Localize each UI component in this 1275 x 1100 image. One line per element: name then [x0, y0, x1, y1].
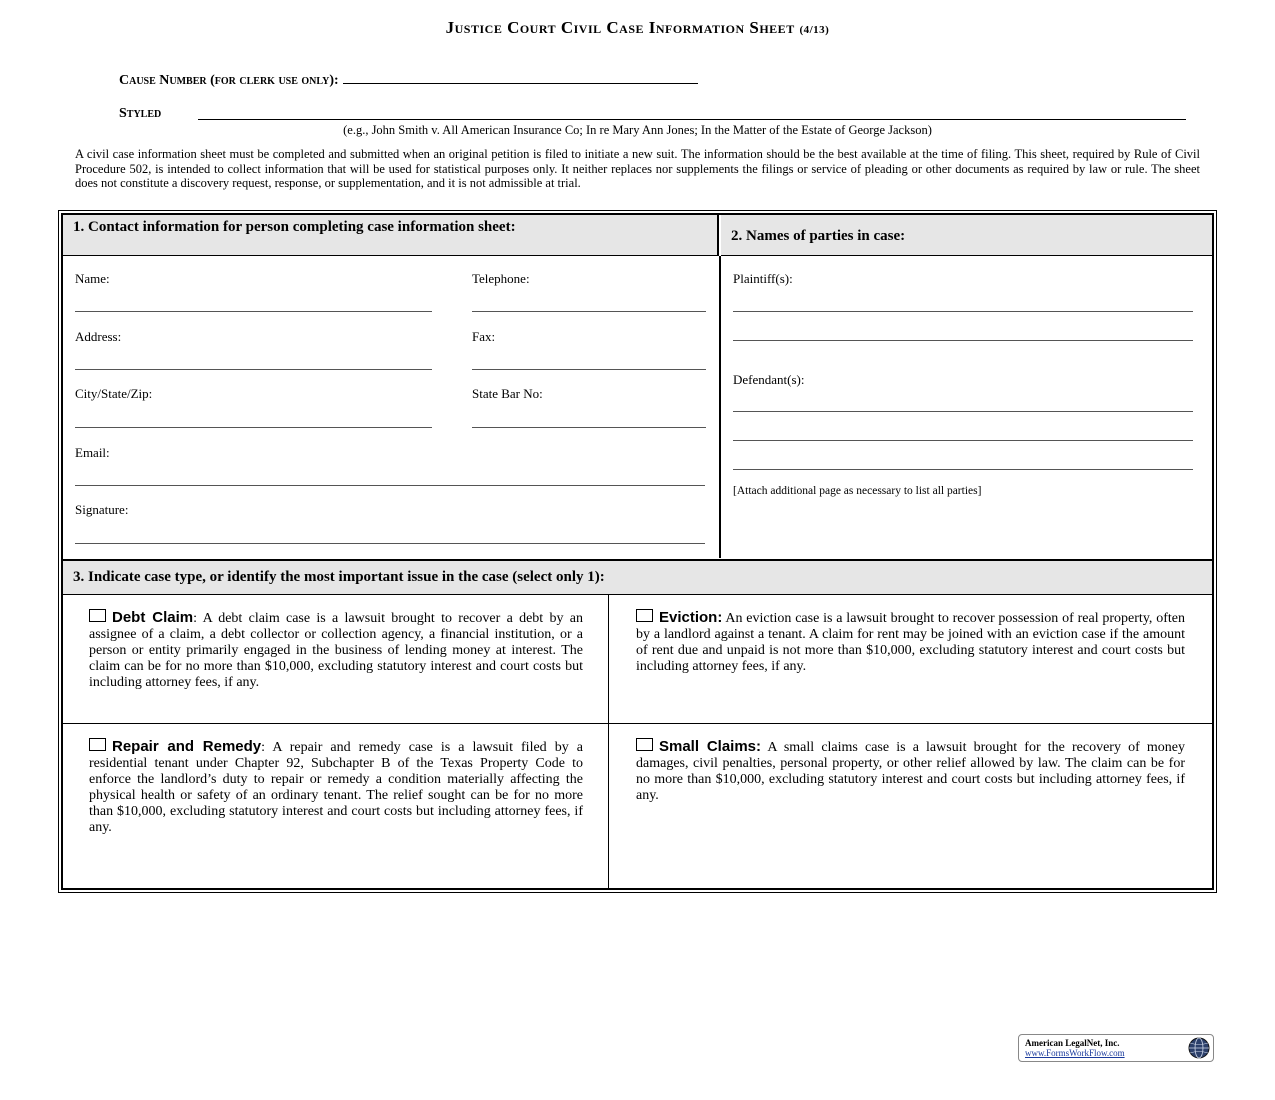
address-label: Address:: [75, 329, 122, 344]
debt-claim-description: A debt claim case is a lawsuit brought to recover a debt by an assignee of a claim, a debt collector or collection agency, a financial institution, or a person or entity primarily engaged in the business of lending money at interest. The claim can be for no more than $10,000, excluding statutory interest and court costs but including attorney fees, if any.: [89, 611, 583, 690]
email-field[interactable]: [75, 485, 705, 486]
bar-number-label: State Bar No:: [472, 386, 543, 401]
small-claims-title: Small Claims:: [659, 738, 762, 755]
signature-field[interactable]: [75, 543, 705, 544]
eviction-title: Eviction:: [659, 609, 723, 626]
debt-claim-checkbox[interactable]: [89, 609, 106, 622]
case-type-repair-remedy: Repair and Remedy: A repair and remedy case is a lawsuit filed by a residential tenant under Chapter 92, Subchapter B of the Texas Property Code to enforce the landlord’s duty to repair or remedy a condition materially affecting the physical health or safety of an ordinary tenant. The relief sought can be for no more than $10,000, excluding statutory interest and court costs but including attorney fees, if any.: [89, 738, 583, 835]
column-divider: [719, 256, 721, 558]
signature-label: Signature:: [75, 502, 129, 517]
styled-field[interactable]: [198, 119, 1186, 120]
defendant-field-2[interactable]: [733, 440, 1193, 441]
repair-remedy-checkbox[interactable]: [89, 738, 106, 751]
plaintiff-field-1[interactable]: [733, 311, 1193, 312]
city-field[interactable]: [75, 427, 432, 428]
form-title: Justice Court Civil Case Information Sheet (4/13): [445, 18, 830, 37]
plaintiffs-label: Plaintiff(s):: [733, 271, 793, 286]
intro-paragraph: A civil case information sheet must be completed and submitted when an original petition is filed to initiate a new suit. The information should be the best available at the time of filing. This sheet, required by Rule of Civil Procedure 502, is intended to collect information that will be used for statistical purposes only. It neither replaces nor supplements the filings or service of pleading or other documents as required by law or rule. The sheet does not constitute a discovery request, response, or supplementation, and it is not admissible at trial.: [75, 147, 1200, 190]
case-type-small-claims: [636, 738, 1185, 804]
defendant-field-1[interactable]: [733, 411, 1193, 412]
telephone-field[interactable]: [472, 311, 706, 312]
email-label: Email:: [75, 445, 110, 460]
case-type-column-divider: [608, 595, 609, 888]
telephone-label: Telephone:: [472, 271, 530, 286]
case-type-eviction: [636, 609, 1185, 675]
case-type-row-divider: [63, 723, 1212, 724]
defendant-field-3[interactable]: [733, 469, 1193, 470]
styled-label: Styled: [119, 106, 162, 121]
globe-icon: [1187, 1036, 1211, 1060]
publisher-url[interactable]: www.FormsWorkFlow.com: [1025, 1048, 1125, 1058]
repair-remedy-title: Repair and Remedy: [112, 738, 262, 755]
cause-number-label: Cause Number (for clerk use only):: [119, 73, 339, 88]
cause-number-row: [119, 71, 698, 89]
eviction-description: An eviction case is a lawsuit brought to recover possession of real property, often by a landlord against a tenant. A claim for rent may be joined with an eviction case if the amount of rent due and unpaid is not more than $10,000, excluding statutory interest and court costs but including attorney fees, if any.: [636, 611, 1185, 674]
publisher-name: American LegalNet, Inc.: [1025, 1038, 1120, 1048]
section2-heading: 2. Names of parties in case:: [721, 215, 1212, 256]
name-field[interactable]: [75, 311, 432, 312]
section1-heading: 1. Contact information for person completing case information sheet:: [63, 215, 719, 256]
eviction-checkbox[interactable]: [636, 609, 653, 622]
name-label: Name:: [75, 271, 110, 286]
small-claims-checkbox[interactable]: [636, 738, 653, 751]
small-claims-description: A small claims case is a lawsuit brought for the recovery of money damages, civil penalties, personal property, or other relief allowed by law. The claim can be for no more than $10,000, excluding statutory interest and court costs but including attorney fees, if any.: [636, 740, 1185, 803]
bar-number-field[interactable]: [472, 427, 706, 428]
repair-remedy-description: A repair and remedy case is a lawsuit filed by a residential tenant under Chapter 92, Subchapter B of the Texas Property Code to enforce the landlord’s duty to repair or remedy a condition materially affecting the physical health or safety of an ordinary tenant. The relief sought can be for no more than $10,000, excluding statutory interest and court costs but including attorney fees, if any.: [89, 740, 583, 835]
fax-label: Fax:: [472, 329, 496, 344]
form-table: [61, 213, 1214, 890]
debt-claim-title: Debt Claim: [112, 609, 194, 626]
cause-number-field[interactable]: [343, 71, 698, 84]
publisher-logo[interactable]: [1018, 1034, 1214, 1062]
styled-example: (e.g., John Smith v. All American Insurance Co; In re Mary Ann Jones; In the Matter of the Estate of George Jackson): [343, 123, 932, 137]
city-label: City/State/Zip:: [75, 386, 153, 401]
defendants-label: Defendant(s):: [733, 372, 805, 387]
case-type-debt-claim: Debt Claim: A debt claim case is a lawsuit brought to recover a debt by an assignee of a claim, a debt collector or collection agency, a financial institution, or a person or entity primarily engaged in the business of lending money at interest. The claim can be for no more than $10,000, excluding statutory interest and court costs but including attorney fees, if any.: [89, 609, 583, 690]
parties-note: [Attach additional page as necessary to list all parties]: [733, 485, 982, 497]
plaintiff-field-2[interactable]: [733, 340, 1193, 341]
fax-field[interactable]: [472, 369, 706, 370]
address-field[interactable]: [75, 369, 432, 370]
form-version: (4/13): [799, 24, 830, 36]
section3-heading: 3. Indicate case type, or identify the most important issue in the case (select only 1):: [63, 559, 1212, 595]
